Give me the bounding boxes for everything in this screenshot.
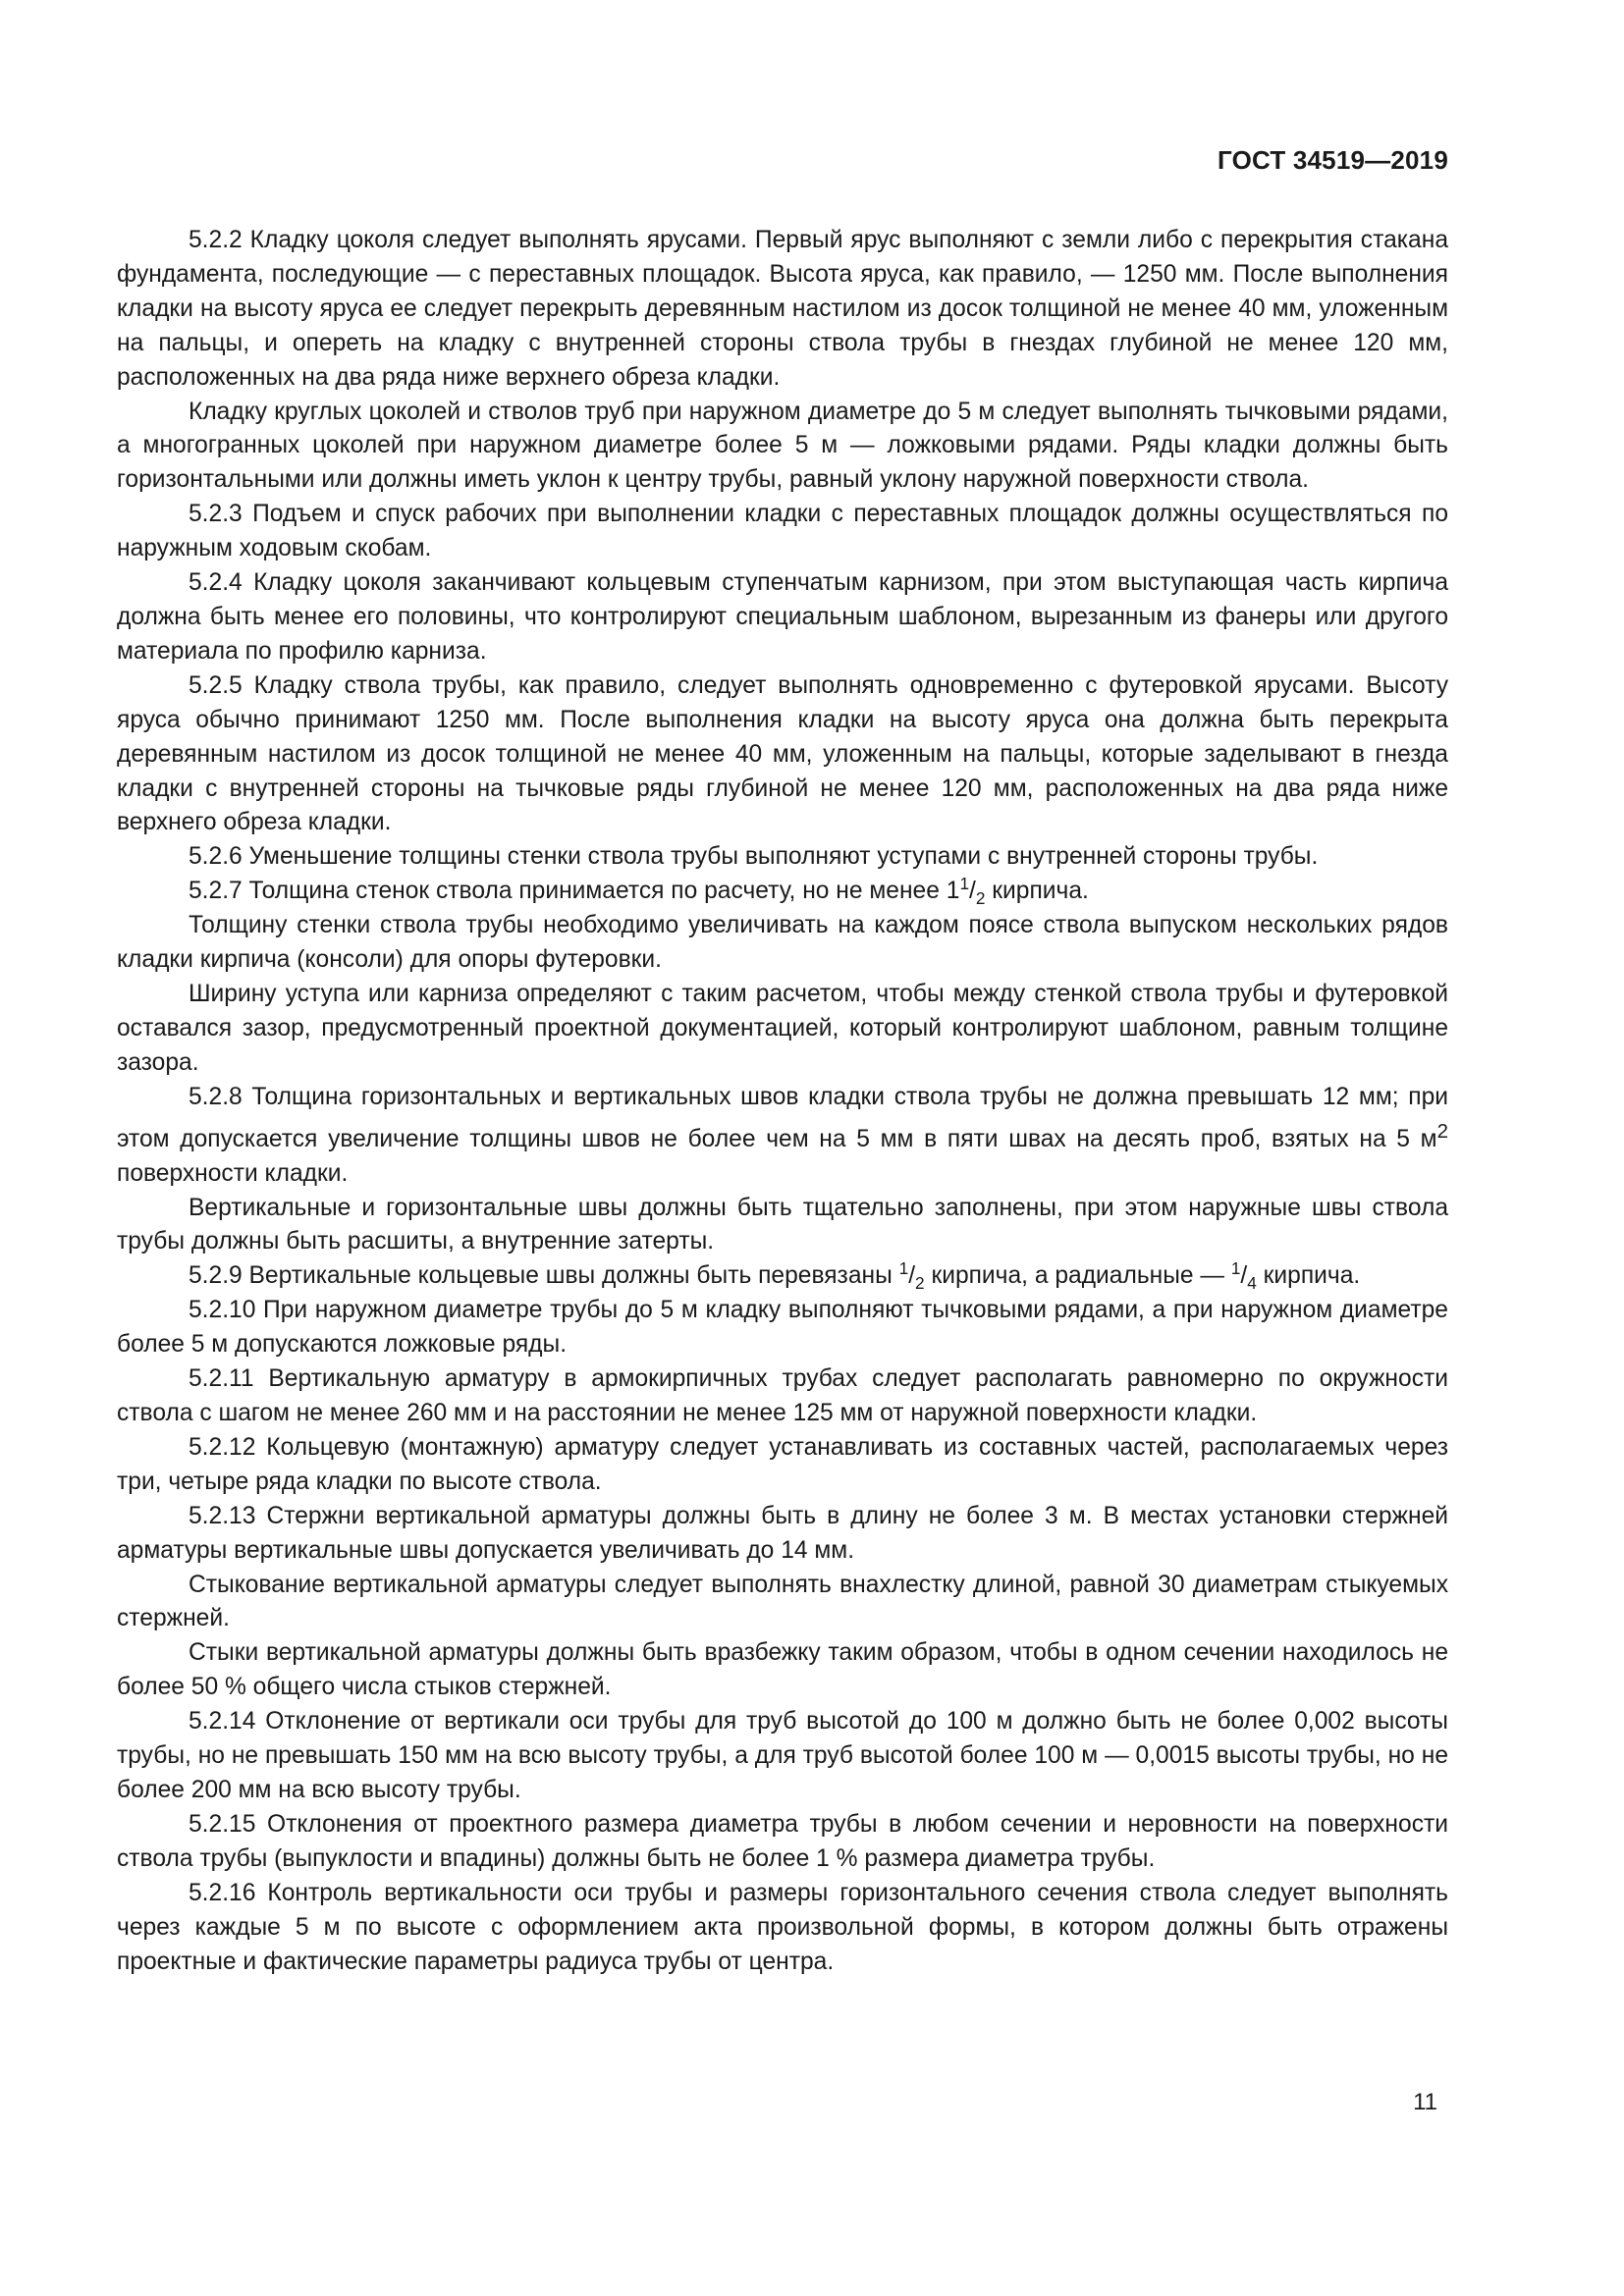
paragraph-5-2-4: 5.2.4 Кладку цоколя заканчивают кольцевым ступенчатым карнизом, при этом выступающая часть кирпича должна быть менее его половины, что контролируют специальным шаблоном, вырезанным из фанеры или другого материала по профилю карниза. (117, 569, 1448, 665)
p529-text-before: 5.2.9 Вертикальные кольцевые швы должны быть перевязаны (189, 1262, 899, 1290)
p529-text-after: кирпича. (1256, 1262, 1361, 1290)
fraction-slash: / (969, 878, 976, 905)
paragraph-5-2-2: 5.2.2 Кладку цоколя следует выполнять ярусами. Первый ярус выполняют с земли либо с перекрытия стакана фундамента, последующие — с переставных площадок. Высота яруса, как правило, — 1250 мм. После выполнения кладки на высоту яруса ее следует перекрыть деревянным настилом из досок толщиной не менее 40 мм, уложенным на пальцы, и опереть на кладку с внутренней стороны ствола трубы в гнездах глубиной не менее 120 мм, расположенных на два ряда ниже верхнего обреза кладки. (117, 227, 1448, 391)
paragraph-5-2-11: 5.2.11 Вертикальную арматуру в армокирпичных трубах следует располагать равномерно по окружности ствола с шагом не менее 260 мм и на расстоянии не менее 125 мм от наружной поверхности кладки. (117, 1365, 1448, 1426)
p529-text-middle: кирпича, а радиальные — (924, 1262, 1231, 1290)
paragraph-5-2-15: 5.2.15 Отклонения от проектного размера диаметра трубы в любом сечении и неровности на поверхности ствола трубы (выпуклости и впадины) должны быть не более 1 % размера диаметра трубы. (117, 1810, 1448, 1872)
fraction-one-half (898, 1258, 925, 1294)
page-number: 11 (1413, 2089, 1437, 2115)
document-body (117, 224, 1448, 1979)
paragraph-5-2-13: 5.2.13 Стержни вертикальной арматуры должны быть в длину не более 3 м. В местах установки стержней арматуры вертикальные швы допускается увеличивать до 14 мм. (117, 1502, 1448, 1564)
fraction-denominator: 4 (1247, 1273, 1257, 1294)
fraction-numerator: 1 (959, 874, 970, 894)
paragraph-rebar-lap: Стыкование вертикальной арматуры следует выполнять внахлестку длиной, равной 30 диаметрам стыкуемых стержней. (117, 1571, 1448, 1632)
p528-text-before: 5.2.8 Толщина горизонтальных и вертикальных швов кладки ствола трубы не должна превышать 12 мм; при этом допускается увеличение толщины швов не более чем на 5 мм в пяти швах на десять проб, взятых на 5 м (117, 1083, 1448, 1152)
paragraph-5-2-10: 5.2.10 При наружном диаметре трубы до 5 м кладку выполняют тычковыми рядами, а при наружном диаметре более 5 м допускаются ложковые ряды. (117, 1297, 1448, 1359)
p527-text-after: кирпича. (985, 878, 1089, 905)
paragraph-5-2-6: 5.2.6 Уменьшение толщины стенки ствола трубы выполняют уступами с внутренней стороны трубы. (189, 843, 1319, 871)
paragraph-ledge-width: Ширину уступа или карниза определяют с таким расчетом, чтобы между стенкой ствола трубы и футеровкой оставался зазор, предусмотренный проектной документацией, который контролируют шаблоном, равным толщине зазора. (117, 980, 1448, 1076)
fraction-denominator: 2 (975, 888, 986, 909)
paragraph-rebar-stagger: Стыки вертикальной арматуры должны быть вразбежку таким образом, чтобы в одном сечении находилось не более 50 % общего числа стыков стержней. (117, 1639, 1448, 1701)
paragraph-wall-thickness: Толщину стенки ствола трубы необходимо увеличивать на каждом поясе ствола выпуском нескольких рядов кладки кирпича (консоли) для опоры футеровки. (117, 912, 1448, 974)
p528-text-after: поверхности кладки. (117, 1159, 349, 1187)
paragraph-5-2-14: 5.2.14 Отклонение от вертикали оси трубы для труб высотой до 100 м должно быть не более 0,002 высоты трубы, но не превышать 150 мм на всю высоту трубы, а для труб высотой более 100 м — 0,0015 высоты трубы, но не более 200 мм на всю высоту трубы. (117, 1708, 1448, 1803)
paragraph-5-2-9 (117, 1259, 1448, 1294)
paragraph-5-2-8 (117, 1081, 1448, 1192)
superscript-squared: 2 (1436, 1119, 1448, 1143)
paragraph-plinth-rows: Кладку круглых цоколей и стволов труб при наружном диаметре до 5 м следует выполнять тычковыми рядами, а многогранных цоколей при наружном диаметре более 5 м — ложковыми рядами. Ряды кладки должны быть горизонтальными или должны иметь уклон к центру трубы, равный уклону наружной поверхности ствола. (117, 398, 1448, 494)
fraction-numerator: 1 (1230, 1258, 1241, 1279)
paragraph-joints-filled: Вертикальные и горизонтальные швы должны быть тщательно заполнены, при этом наружные швы ствола трубы должны быть расшиты, а внутренние затерты. (117, 1194, 1448, 1255)
document-designation: ГОСТ 34519—2019 (1218, 145, 1448, 175)
fraction-one-quarter (1230, 1258, 1257, 1294)
fraction-denominator: 2 (915, 1273, 925, 1294)
paragraph-5-2-7 (117, 875, 1448, 909)
paragraph-5-2-3: 5.2.3 Подъем и спуск рабочих при выполнении кладки с переставных площадок должны осуществляться по наружным ходовым скобам. (117, 501, 1448, 562)
paragraph-5-2-12: 5.2.12 Кольцевую (монтажную) арматуру следует устанавливать из составных частей, располагаемых через три, четыре ряда кладки по высоте ствола. (117, 1433, 1448, 1495)
p527-text-before: 5.2.7 Толщина стенок ствола принимается по расчету, но не менее 1 (189, 878, 960, 905)
paragraph-5-2-16: 5.2.16 Контроль вертикальности оси трубы и размеры горизонтального сечения ствола следует выполнять через каждые 5 м по высоте с оформлением акта произвольной формы, в котором должны быть отражены проектные и фактические параметры радиуса трубы от центра. (117, 1879, 1448, 1975)
fraction-slash: / (1240, 1262, 1248, 1290)
paragraph-5-2-5: 5.2.5 Кладку ствола трубы, как правило, следует выполнять одновременно с футеровкой ярусами. Высоту яруса обычно принимают 1250 мм. После выполнения кладки на высоту яруса она должна быть перекрыта деревянным настилом из досок толщиной не менее 40 мм, уложенным на пальцы, которые заделывают в гнезда кладки с внутренней стороны на тычковые ряды глубиной не менее 120 мм, расположенных на два ряда ниже верхнего обреза кладки. (117, 671, 1448, 836)
fraction-numerator: 1 (898, 1258, 909, 1279)
fraction-one-half (959, 874, 986, 909)
fraction-slash: / (908, 1262, 916, 1290)
